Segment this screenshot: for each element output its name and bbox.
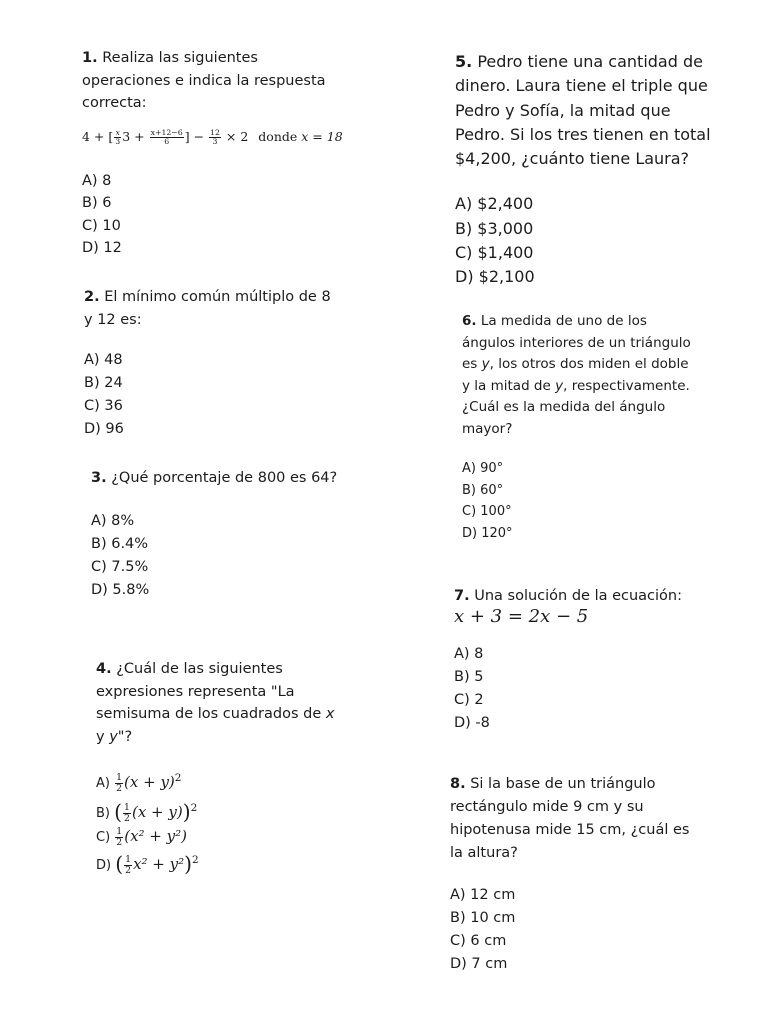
option[interactable]: A) $2,400: [455, 194, 534, 214]
question-6-stem: 6. La medida de uno de los ángulos interiores de un triángulo es y, los otros dos miden el doble y la mitad de y, respectivamente. ¿Cuál es la medida del ángulo mayor?: [462, 313, 691, 437]
question-4-stem: 4. ¿Cuál de las siguientes expresiones representa "La semisuma de los cuadrados de x y y"?: [96, 661, 335, 745]
question-3: [91, 467, 381, 602]
option[interactable]: D) -8: [454, 715, 490, 731]
question-6: [462, 311, 752, 545]
question-2-options: [84, 349, 374, 441]
option[interactable]: C) 2: [454, 692, 484, 708]
question-7: [454, 586, 754, 735]
option[interactable]: B) 24: [84, 375, 123, 391]
question-4-options: [96, 766, 376, 878]
question-8-options: [450, 884, 750, 976]
option[interactable]: A) 8: [454, 646, 484, 662]
option-d[interactable]: D) ( $\frac{1}{2}$ x² + y²)$^2$: [96, 852, 199, 877]
question-1-stem: [82, 47, 372, 115]
question-4-number: 4.: [96, 661, 112, 677]
option[interactable]: C) 36: [84, 398, 123, 414]
option[interactable]: B) 6: [82, 195, 112, 212]
option-c[interactable]: C) $\frac{1}{2}$ (x² + y²): [96, 825, 187, 848]
option[interactable]: D) 7 cm: [450, 956, 508, 972]
option[interactable]: D) 5.8%: [91, 581, 150, 598]
question-1-text-line-1: Realiza las siguientes: [102, 50, 258, 66]
question-1-text-line-2: operaciones e indica la respuesta: [82, 72, 326, 89]
question-7-number: 7.: [454, 588, 470, 604]
question-7-stem: 7. Una solución de la ecuación:: [454, 588, 683, 604]
option[interactable]: B) 60°: [462, 482, 504, 498]
question-2-number: 2.: [84, 289, 100, 305]
question-6-options: [462, 458, 752, 545]
question-2: [84, 286, 374, 441]
option[interactable]: B) 10 cm: [450, 910, 516, 926]
question-3-stem: 3. ¿Qué porcentaje de 800 es 64?: [91, 470, 338, 486]
question-5-number: 5.: [455, 52, 473, 71]
option-b[interactable]: B) ( $\frac{1}{2}$ (x + y))$^2$: [96, 800, 198, 825]
question-1-number: 1.: [82, 50, 98, 66]
option[interactable]: A) 48: [84, 352, 123, 368]
question-5-stem: 5. Pedro tiene una cantidad de dinero. Laura tiene el triple que Pedro y Sofía, la mitad que Pedro. Si los tres tienen en total $4,200, ¿cuánto tiene Laura?: [455, 52, 711, 169]
question-3-number: 3.: [91, 470, 107, 486]
question-1-options: [82, 170, 372, 260]
fraction-x-over-3: $\frac{x}{3}$: [115, 127, 121, 146]
option[interactable]: C) $1,400: [455, 243, 534, 263]
option[interactable]: D) 96: [84, 421, 124, 437]
fraction-12-over-3: $\frac{12}{3}$: [210, 127, 220, 146]
option[interactable]: C) 7.5%: [91, 558, 149, 575]
question-1: [82, 47, 372, 260]
option[interactable]: C) 100°: [462, 504, 512, 520]
question-4: [96, 658, 376, 878]
question-5: [455, 50, 755, 290]
option[interactable]: C) 10: [82, 217, 121, 234]
option[interactable]: B) 5: [454, 669, 484, 685]
fraction-x-plus-12-minus-6-over-6: $\frac{x+12-6}{6}$: [150, 127, 183, 146]
question-8: [450, 773, 750, 976]
option[interactable]: A) 8: [82, 172, 112, 189]
option-a[interactable]: A) $\frac{1}{2}$ $(x + y)^2$: [96, 771, 182, 794]
option[interactable]: B) 6.4%: [91, 535, 149, 552]
option[interactable]: C) 6 cm: [450, 933, 507, 949]
question-8-stem: 8. Si la base de un triángulo rectángulo mide 9 cm y su hipotenusa mide 15 cm, ¿cuál es la altura?: [450, 776, 690, 861]
option[interactable]: A) 12 cm: [450, 887, 516, 903]
option[interactable]: B) $3,000: [455, 218, 534, 238]
option[interactable]: D) 12: [82, 240, 122, 257]
option[interactable]: D) 120°: [462, 526, 513, 542]
question-6-number: 6.: [462, 313, 477, 329]
question-3-options: [91, 510, 381, 602]
question-2-stem: 2. El mínimo común múltiplo de 8 y 12 es:: [84, 289, 331, 328]
option[interactable]: D) $2,100: [455, 267, 535, 287]
option[interactable]: A) 8%: [91, 512, 135, 529]
question-5-options: [455, 192, 755, 289]
question-7-options: [454, 643, 754, 735]
question-7-equation: x + 3 = 2x − 5: [454, 606, 589, 627]
question-1-text-line-3: correcta:: [82, 95, 147, 111]
option[interactable]: A) 90°: [462, 461, 504, 476]
question-8-number: 8.: [450, 776, 466, 792]
question-1-formula: 4 + [ $\frac{x}{3}$ 3 + $\frac{x+12-6}{6}$ ] − $\frac{12}{3}$ × 2 donde x = 18: [82, 127, 343, 146]
